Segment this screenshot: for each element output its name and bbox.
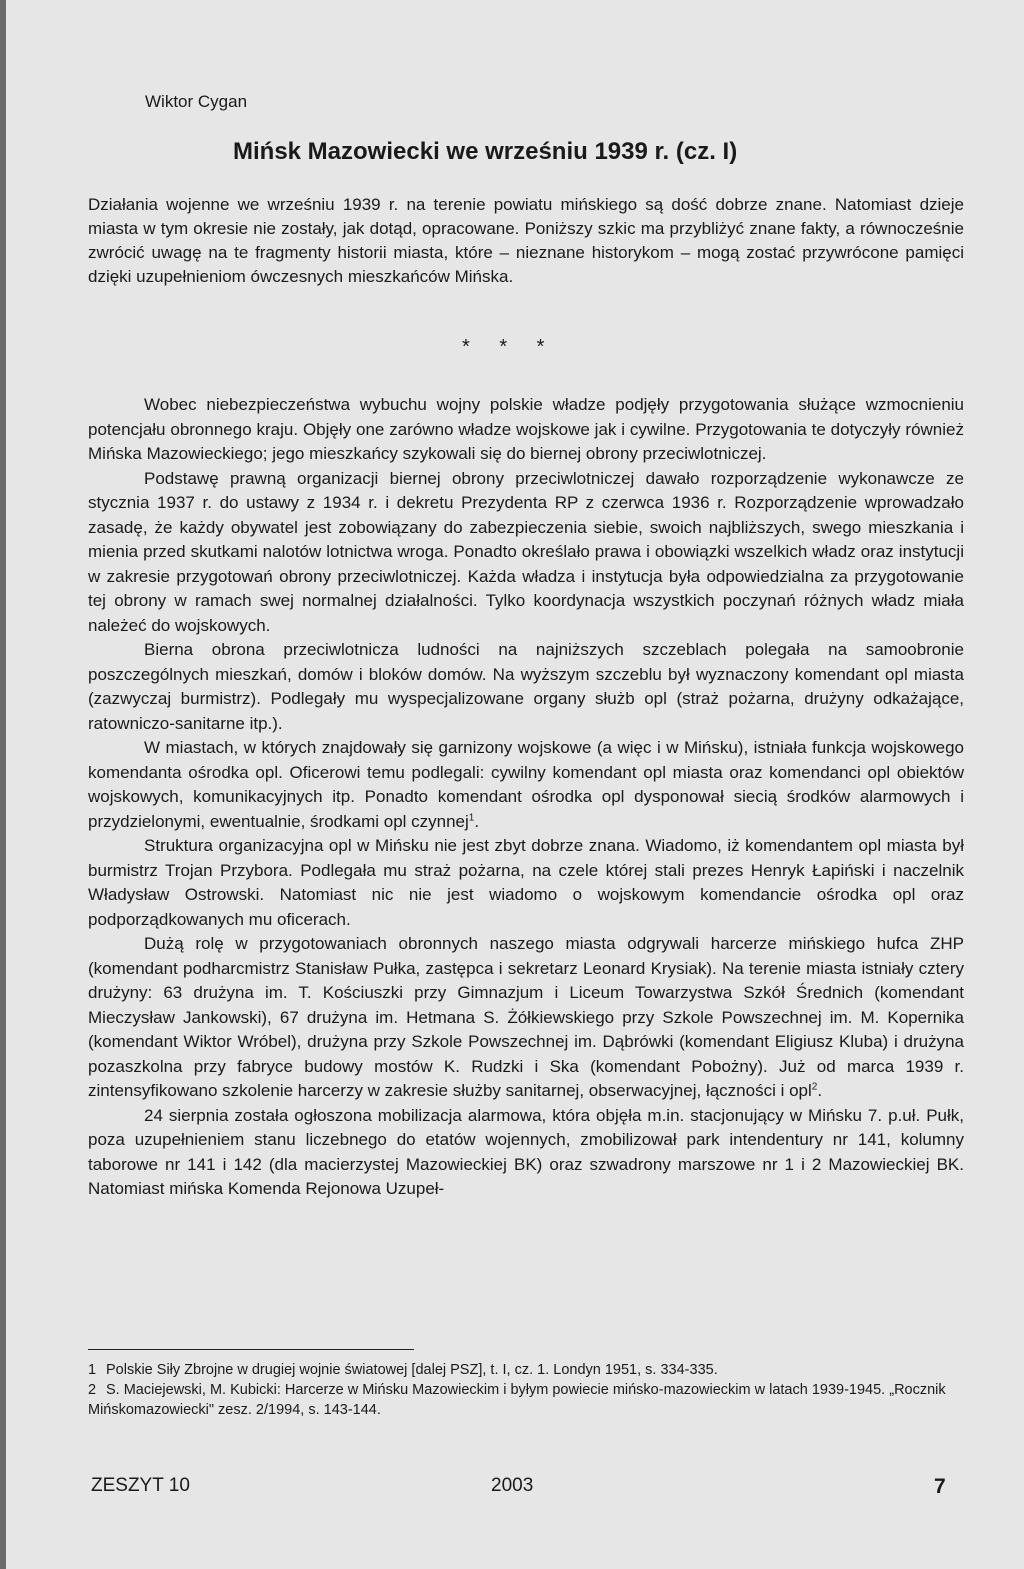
body-paragraph: Struktura organizacyjna opl w Mińsku nie jest zbyt dobrze znana. Wiadomo, iż komendantem opl miasta był burmistrz Trojan Przybora. Podlegała mu straż pożarna, na czele której stali prezes Henryk Łapiński i naczelnik Władysław Ostrowski. Natomiast nic nie jest wiadomo o wojskowym komendancie ośrodka opl oraz podporządkowanych mu oficerach. <box>88 836 964 929</box>
lead-paragraph: Działania wojenne we wrześniu 1939 r. na terenie powiatu mińskiego są dość dobrze znane. Natomiast dzieje miasta w tym okresie nie zostały, jak dotąd, opracowane. Poniższy szkic ma przybliżyć znane fakty, a równocześnie zwrócić uwagę na te fragmenty historii miasta, które – nieznane historykom – mogą zostać przywrócone pamięci dzięki uzupełnieniom ówczesnych mieszkańców Mińska. <box>88 195 964 286</box>
author-name: Wiktor Cygan <box>145 92 248 111</box>
footnote-text: S. Maciejewski, M. Kubicki: Harcerze w Mińsku Mazowieckim i byłym powiecie mińsko-mazowieckim w latach 1939-1945. „Rocznik Mińskomazowiecki" zesz. 2/1994, s. 143-144. <box>88 1382 946 1418</box>
year-label: 2003 <box>491 1475 534 1496</box>
paragraph-text: W miastach, w których znajdowały się garnizony wojskowe (a więc i w Mińsku), istniała funkcja wojskowego komendanta ośrodka opl. Oficerowi temu podlegali: cywilny komendant opl miasta oraz komendanci opl obiektów wojskowych, komunikacyjnych itp. Ponadto komendant ośrodka opl dysponował siecią środków alarmowych i przydzielonymi, ewentualnie, środkami opl czynnej <box>88 738 964 831</box>
footnote-number: 1 <box>88 1362 97 1378</box>
footnote-text: Polskie Siły Zbrojne w drugiej wojnie światowej [dalej PSZ], t. I, cz. 1. Londyn 1951, s. 334-335. <box>106 1362 718 1378</box>
issue-label: ZESZYT 10 <box>91 1475 190 1496</box>
footnote-item <box>88 1380 948 1420</box>
body-paragraph: Wobec niebezpieczeństwa wybuchu wojny polskie władze podjęły przygotowania służące wzmocnieniu potencjału obronnego kraju. Objęły one zarówno władze wojskowe jak i cywilne. Przygotowania te dotyczyły również Mińska Mazowieckiego; jego mieszkańcy szykowali się do biernej obrony przeciwlotniczej. <box>88 395 964 463</box>
page-edge <box>0 0 6 1569</box>
body-paragraph: Podstawę prawną organizacji biernej obrony przeciwlotniczej dawało rozporządzenie wykonawcze ze stycznia 1937 r. do ustawy z 1934 r. i dekretu Prezydenta RP z czerwca 1936 r. Rozporządzenie wprowadzało zasadę, że każdy obywatel jest zobowiązany do zabezpieczenia siebie, swoich najbliższych, swego mieszkania i mienia przed skutkami nalotów lotnictwa wroga. Ponadto określało prawa i obowiązki wszelkich władz oraz instytucji w zakresie przygotowań obrony przeciwlotniczej. Każda władza i instytucja była odpowiedzialna za przygotowanie tej obrony w ramach swej normalnej działalności. Tylko koordynacja wszystkich poczynań różnych władz miała należeć do wojskowych. <box>88 468 964 635</box>
article-body <box>88 393 964 1202</box>
body-paragraph: 24 sierpnia została ogłoszona mobilizacja alarmowa, która objęła m.in. stacjonujący w Mińsku 7. p.uł. Pułk, poza uzupełnieniem stanu liczebnego do etatów wojennych, zmobilizował park intendentury nr 141, kolumny taborowe nr 141 i 142 (dla macierzystej Mazowieckiej BK) oraz szwadrony marszowe nr 1 i 2 Mazowieckiej BK. Natomiast mińska Komenda Rejonowa Uzupeł- <box>88 1105 964 1198</box>
footnote-number: 2 <box>88 1382 97 1398</box>
page-number: 7 <box>934 1475 946 1498</box>
body-paragraph: Bierna obrona przeciwlotnicza ludności na najniższych szczeblach polegała na samoobronie poszczególnych mieszkań, domów i bloków domów. Na wyższym szczeblu był wyznaczony komendant opl miasta (zazwyczaj burmistrz). Podlegały mu wyspecjalizowane organy służb opl (straż pożarna, drużyny odkażające, ratowniczo-sanitarne itp.). <box>88 640 964 733</box>
footnote-ref: 1 <box>468 811 475 823</box>
footnote-item <box>88 1360 948 1380</box>
section-separator: * * * <box>462 336 557 358</box>
body-paragraph: Dużą rolę w przygotowaniach obronnych naszego miasta odgrywali harcerze mińskiego hufca ZHP (komendant podharcmistrz Stanisław Pułka, zastępca i sekretarz Leonard Krysiak). Na terenie miasta istniały cztery drużyny: 63 drużyna im. T. Kościuszki przy Gimnazjum i Liceum Towarzystwa Szkół Średnich (komendant Mieczysław Jankowski), 67 drużyna im. Hetmana S. Żółkiewskiego przy Szkole Powszechnej im. M. Kopernika (komendant Wiktor Wróbel), drużyna przy Szkole Powszechnej im. Dąbrówki (komendant Eligiusz Kluba) i drużyna pozaszkolna przy fabryce budowy mostów K. Rudzki i Ska (komendant Pobożny). Już od marca 1939 r. zintensyfikowano szkolenie harcerzy w zakresie służby sanitarnej, obserwacyjnej, łączności i opl$^2$. <box>88 934 964 1100</box>
paragraph-text: Dużą rolę w przygotowaniach obronnych naszego miasta odgrywali harcerze mińskiego hufca ZHP (komendant podharcmistrz Stanisław Pułka, zastępca i sekretarz Leonard Krysiak). Na terenie miasta istniały cztery drużyny: 63 drużyna im. T. Kościuszki przy Gimnazjum i Liceum Towarzystwa Szkół Średnich (komendant Mieczysław Jankowski), 67 drużyna im. Hetmana S. Żółkiewskiego przy Szkole Powszechnej im. M. Kopernika (komendant Wiktor Wróbel), drużyna przy Szkole Powszechnej im. Dąbrówki (komendant Eligiusz Kluba) i drużyna pozaszkolna przy fabryce budowy mostów K. Rudzki i Ska (komendant Pobożny). Już od marca 1939 r. zintensyfikowano szkolenie harcerzy w zakresie służby sanitarnej, obserwacyjnej, łączności i opl <box>88 934 964 1100</box>
footnote-divider <box>88 1349 414 1350</box>
body-paragraph: W miastach, w których znajdowały się garnizony wojskowe (a więc i w Mińsku), istniała funkcja wojskowego komendanta ośrodka opl. Oficerowi temu podlegali: cywilny komendant opl miasta oraz komendanci opl obiektów wojskowych, komunikacyjnych itp. Ponadto komendant ośrodka opl dysponował siecią środków alarmowych i przydzielonymi, ewentualnie, środkami opl czynnej$^1$. <box>88 738 964 831</box>
footnotes <box>88 1360 948 1420</box>
article-title: Mińsk Mazowiecki we wrześniu 1939 r. (cz. I) <box>233 138 738 165</box>
footnote-ref: 2 <box>811 1081 818 1093</box>
